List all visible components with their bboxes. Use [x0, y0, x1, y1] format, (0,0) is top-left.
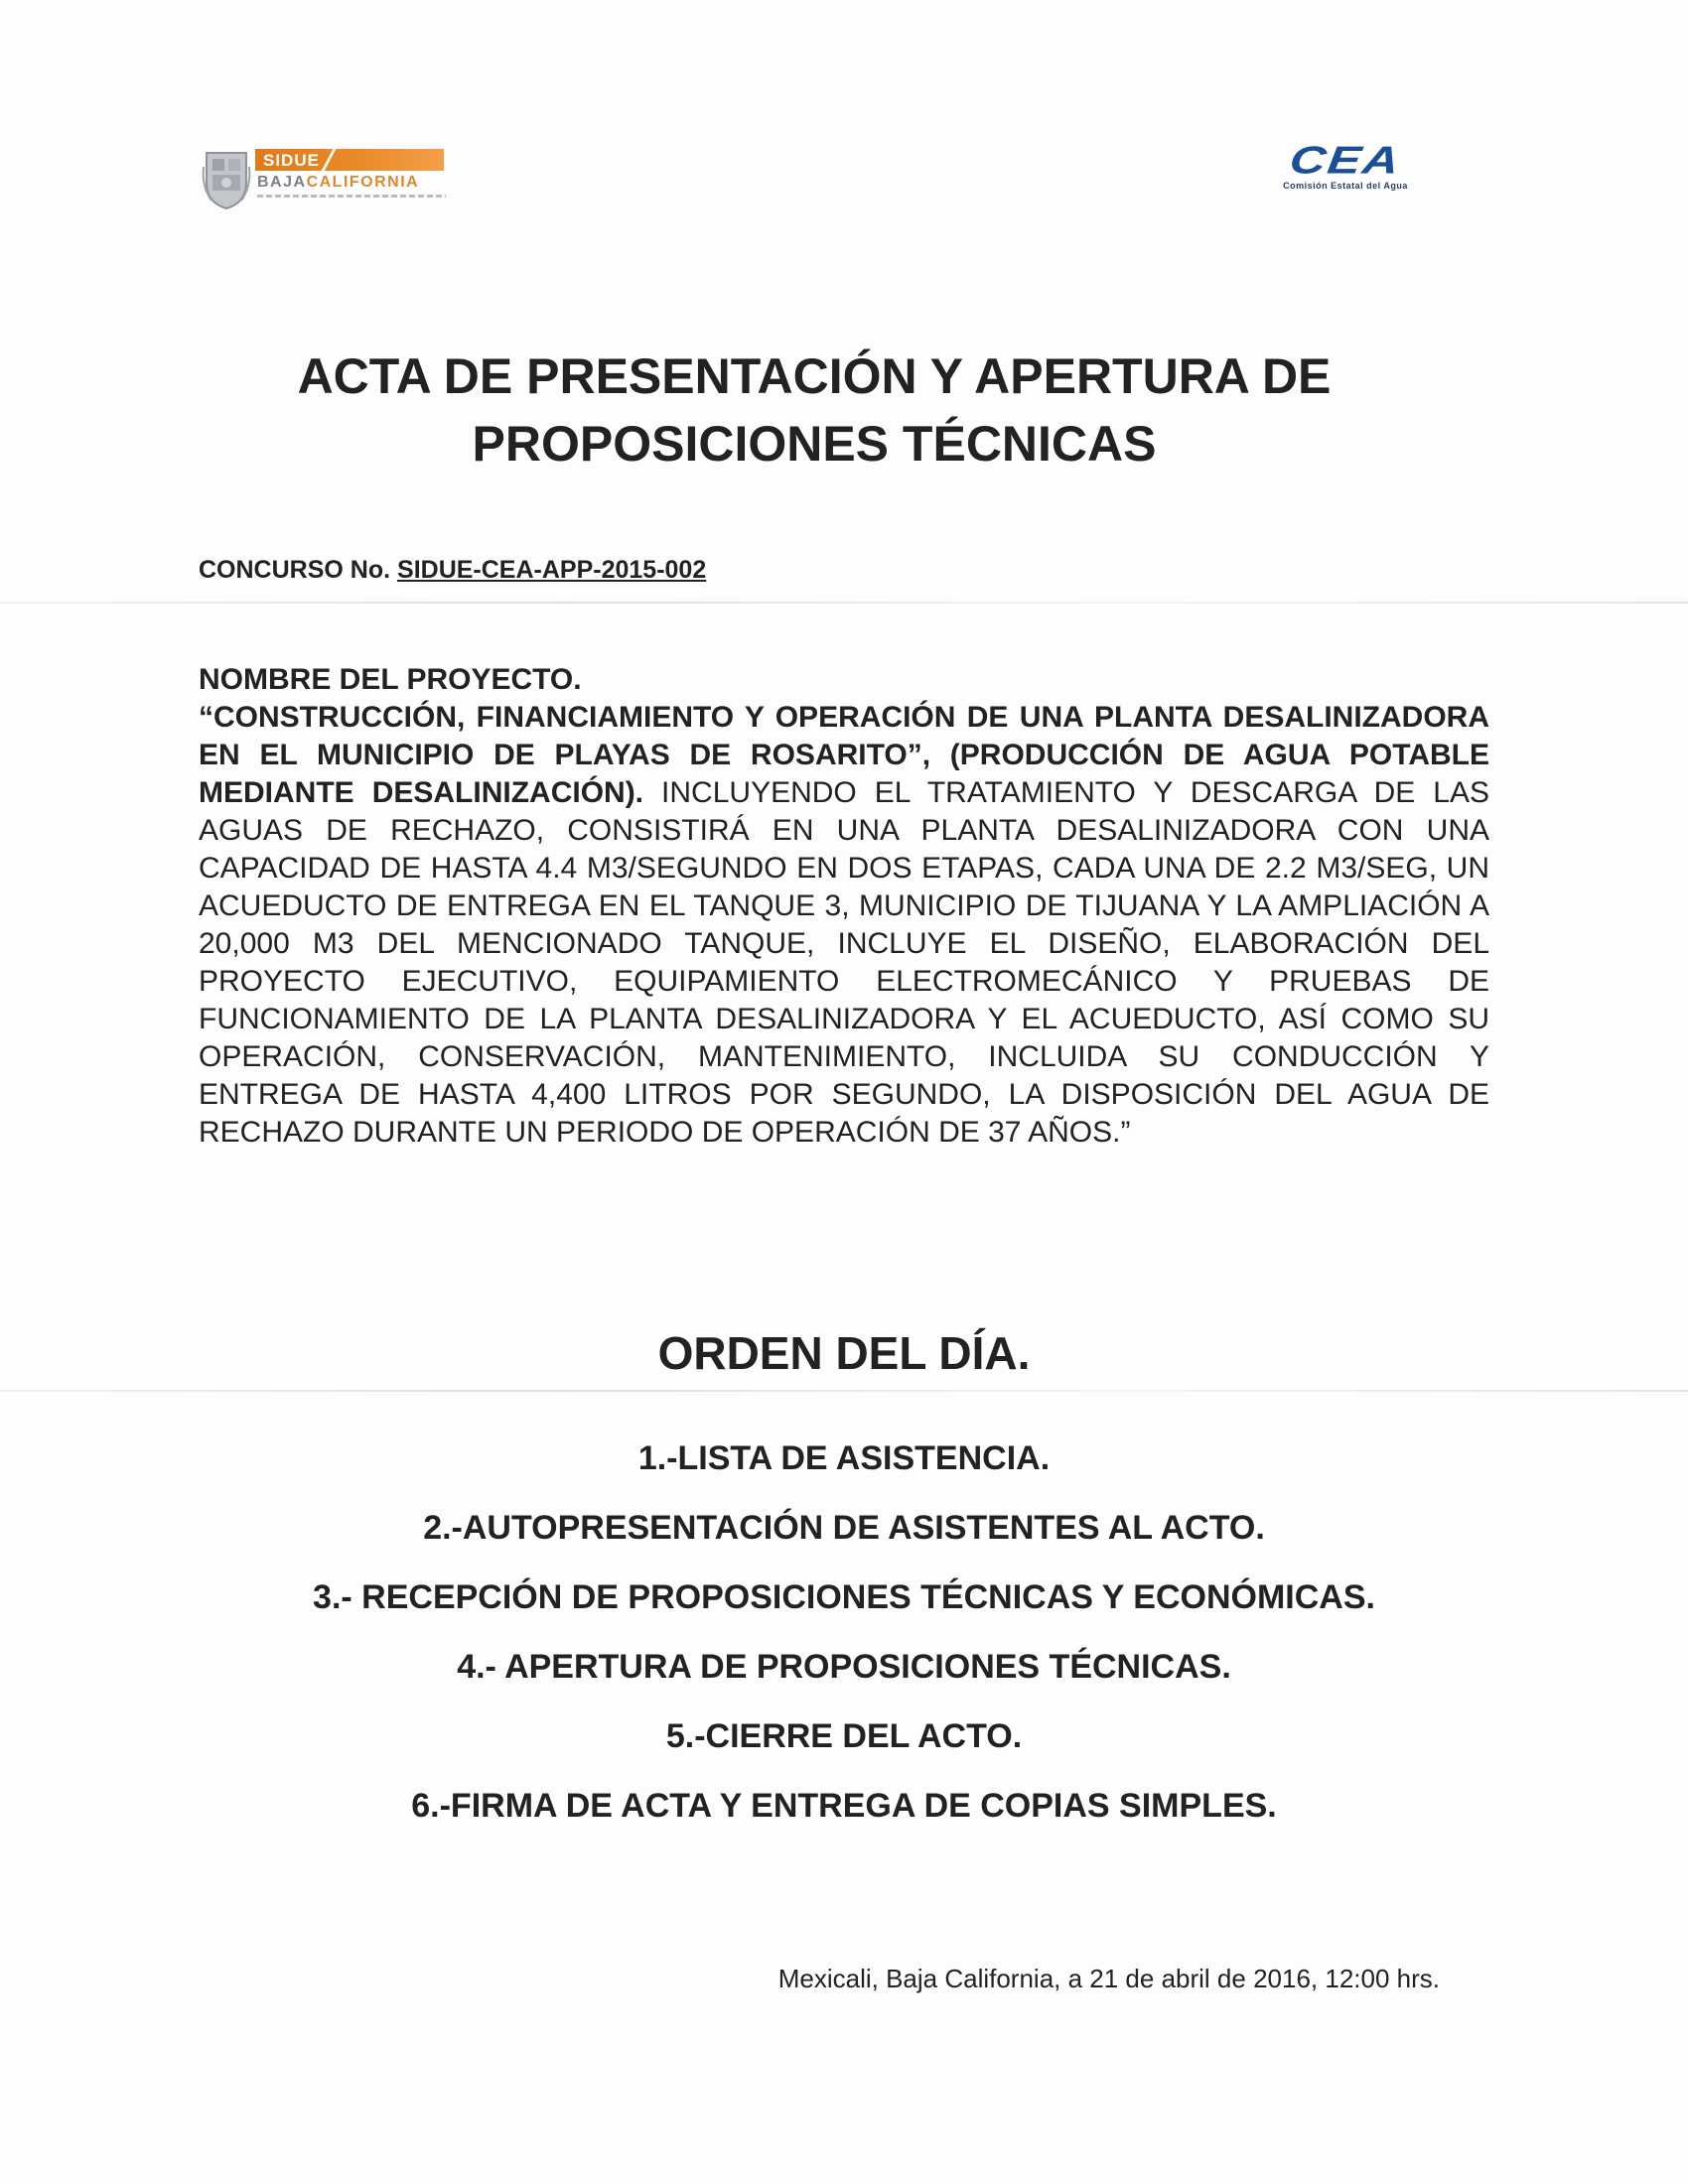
- sidue-banner: [255, 149, 444, 171]
- state-seal-icon: [202, 147, 251, 210]
- sidue-logo: [202, 147, 450, 212]
- concurso-label: CONCURSO No.: [199, 556, 391, 584]
- sidue-banner-slash: [320, 147, 338, 175]
- agenda-item-4: 4.- APERTURA DE PROPOSICIONES TÉCNICAS.: [457, 1648, 1231, 1686]
- agenda-item-6: 6.-FIRMA DE ACTA Y ENTREGA DE COPIAS SIMPLES.: [411, 1787, 1277, 1825]
- agenda-item-3: 3.- RECEPCIÓN DE PROPOSICIONES TÉCNICAS Y ECONÓMICAS.: [313, 1578, 1375, 1616]
- agenda-item-2: 2.-AUTOPRESENTACIÓN DE ASISTENTES AL ACTO.: [423, 1509, 1265, 1547]
- agenda-item-1: 1.-LISTA DE ASISTENCIA.: [637, 1439, 1051, 1477]
- agenda-title: ORDEN DEL DÍA.: [657, 1327, 1031, 1379]
- sidue-state-name: [257, 174, 419, 192]
- sidue-state-part2: CALIFORNIA: [306, 174, 420, 191]
- document-title-line2: PROPOSICIONES TÉCNICAS: [472, 416, 1157, 472]
- document-title-line1: ACTA DE PRESENTACIÓN Y APERTURA DE: [297, 348, 1332, 404]
- project-name: “CONSTRUCCIÓN, FINANCIAMIENTO Y OPERACIÓN DE UNA PLANTA DESALINIZADORA EN EL MUNICIPIO DE PLAYAS DE ROSARITO”, (PRODUCCIÓN DE AGUA POTABLE MEDIANTE DESALINIZACIÓN).: [199, 701, 1489, 809]
- paper-fold-line: [0, 1390, 1688, 1392]
- sidue-state-part1: BAJA: [257, 174, 307, 191]
- cea-logo: [1246, 137, 1445, 199]
- place-and-date: Mexicali, Baja California, a 21 de abril de 2016, 12:00 hrs.: [777, 1964, 1440, 1993]
- project-details: INCLUYENDO EL TRATAMIENTO Y DESCARGA DE LAS AGUAS DE RECHAZO, CONSISTIRÁ EN UNA PLANTA DESALINIZADORA CON UNA CAPACIDAD DE HASTA 4.4 M3/SEGUNDO EN DOS ETAPAS, CADA UNA DE 2.2 M3/SEG, UN ACUEDUCTO DE ENTREGA EN EL TANQUE 3, MUNICIPIO DE TIJUANA Y LA AMPLIACIÓN A 20,000 M3 DEL MENCIONADO TANQUE, INCLUYE EL DISEÑO, ELABORACIÓN DEL PROYECTO EJECUTIVO, EQUIPAMIENTO ELECTROMECÁNICO Y PRUEBAS DE FUNCIONAMIENTO DE LA PLANTA DESALINIZADORA Y EL ACUEDUCTO, ASÍ COMO SU OPERACIÓN, CONSERVACIÓN, MANTENIMIENTO, INCLUIDA SU CONDUCCIÓN Y ENTREGA DE HASTA 4,400 LITROS POR SEGUNDO, LA DISPOSICIÓN DEL AGUA DE RECHAZO DURANTE UN PERIODO DE OPERACIÓN DE 37 AÑOS.”: [199, 776, 1489, 1149]
- paper-fold-line: [0, 602, 1688, 604]
- project-label: NOMBRE DEL PROYECTO.: [199, 663, 582, 696]
- agenda-item-5: 5.-CIERRE DEL ACTO.: [665, 1717, 1023, 1755]
- cea-logo-word: CEA: [1287, 138, 1404, 182]
- concurso-line: [199, 556, 706, 585]
- sidue-logo-fine-print: [257, 195, 446, 198]
- sidue-banner-text: SIDUE: [263, 151, 320, 170]
- concurso-number: SIDUE-CEA-APP-2015-002: [397, 556, 707, 584]
- cea-logo-subtitle: Comisión Estatal del Agua: [1283, 181, 1408, 191]
- project-description: [199, 661, 1489, 1152]
